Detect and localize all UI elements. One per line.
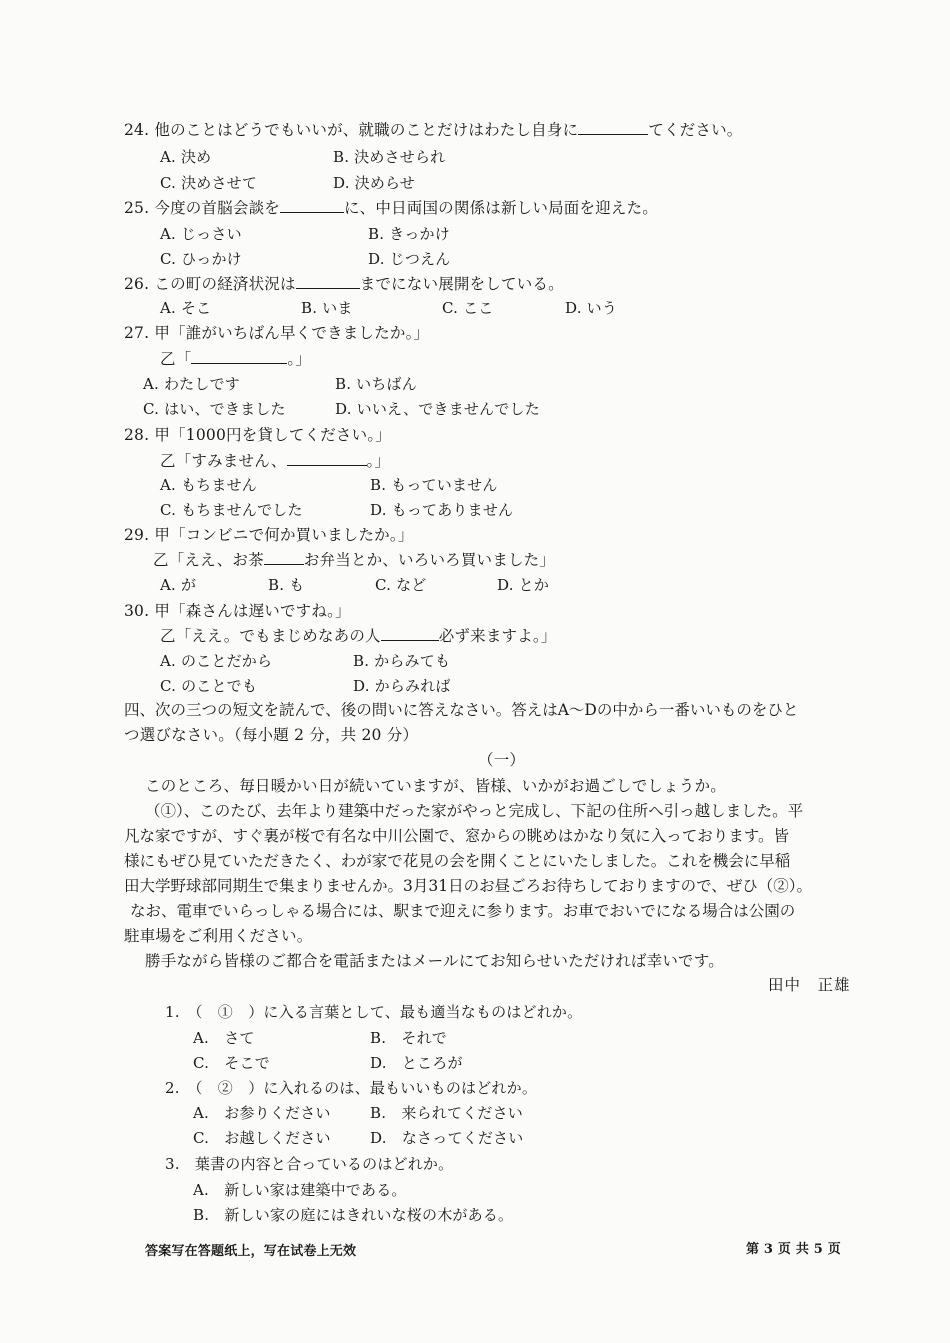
option-d: D. からみれば xyxy=(353,677,451,695)
option-a: A. 新しい家は建築中である。 xyxy=(193,1181,407,1199)
option-c: C. そこで xyxy=(193,1054,270,1072)
option-b: B. いちばん xyxy=(335,375,417,393)
option-a: A. さて xyxy=(193,1029,255,1047)
option-c: C. もちませんでした xyxy=(160,501,303,519)
reply-29: 乙「ええ、お茶 お弁当とか、いろいろ買いました」 xyxy=(153,551,556,569)
option-a: A. 決め xyxy=(160,148,212,166)
option-a: A. じっさい xyxy=(160,225,242,243)
option-b: B. それで xyxy=(370,1029,447,1047)
passage-paragraph: （①）、このたび、去年より建築中だった家がやっと完成し、下記の住所へ引っ越しました。平 xyxy=(145,802,804,820)
option-d: D. 決めらせ xyxy=(333,174,415,192)
option-a: A. わたしです xyxy=(143,375,240,393)
answer-blank xyxy=(191,349,287,364)
question-24: 24. 他のことはどうでもいいが、就職のことだけはわたし自身に てください。 xyxy=(124,121,743,139)
passage-paragraph: 田大学野球部同期生で集まりませんか。3月31日のお昼ごろお待ちしておりますので、ぜひ（②）。 xyxy=(124,877,813,895)
option-b: B. いま xyxy=(301,299,353,317)
option-c: C. ここ xyxy=(442,299,494,317)
reply-27: 乙「 。」 xyxy=(160,350,312,368)
section-4-instructions: 四、次の三つの短文を読んで、後の問いに答えなさい。答えはA～Dの中から一番いいものをひと xyxy=(124,701,799,719)
passage-paragraph: 駐車場をご利用ください。 xyxy=(124,927,313,945)
reply-28: 乙「すみません、 。」 xyxy=(160,452,391,470)
passage-paragraph: 凡な家ですが、すぐ裏が桜で有名な中川公園で、窓からの眺めはかなり気に入っております。皆 xyxy=(124,827,789,845)
signature: 田中 正雄 xyxy=(768,976,851,994)
passage-paragraph: 様にもぜひ見ていただきたく、わが家で花見の会を開くことにいたしました。これを機会に早稲 xyxy=(124,852,791,870)
question-28: 28. 甲「1000円を貸してください。」 xyxy=(124,426,391,444)
option-b: B. 新しい家の庭にはきれいな桜の木がある。 xyxy=(193,1206,514,1224)
answer-blank xyxy=(280,198,344,213)
answer-blank xyxy=(264,550,304,565)
option-c: C. 決めさせて xyxy=(160,174,258,192)
option-a: A. のことだから xyxy=(160,652,273,670)
sub-question-1: 1. （ ① ）に入る言葉として、最も適当なものはどれか。 xyxy=(165,1003,583,1021)
option-b: B. きっかけ xyxy=(368,225,450,243)
sub-question-3: 3. 葉書の内容と合っているのはどれか。 xyxy=(165,1155,454,1173)
option-d: D. いいえ、できませんでした xyxy=(335,400,540,418)
option-d: D. いう xyxy=(565,299,618,317)
option-c: C. など xyxy=(375,576,427,594)
option-b: B. もっていません xyxy=(370,476,498,494)
option-c: C. のことでも xyxy=(160,677,258,695)
option-d: D. なさってください xyxy=(370,1129,524,1147)
option-c: C. ひっかけ xyxy=(160,250,242,268)
question-27: 27. 甲「誰がいちばん早くできましたか。」 xyxy=(124,324,430,342)
question-29: 29. 甲「コンビニで何か買いましたか。」 xyxy=(124,526,414,544)
passage-paragraph: なお、電車でいらっしゃる場合には、駅まで迎えに参ります。お車でおいでになる場合は公園の xyxy=(130,902,796,920)
footer-note: 答案写在答题纸上，写在试卷上无效 xyxy=(145,1244,357,1259)
question-25: 25. 今度の首脳会談を に、中日両国の関係は新しい局面を迎えた。 xyxy=(124,199,658,217)
part-heading: （一） xyxy=(478,751,526,769)
option-a: A. お参りください xyxy=(193,1104,331,1122)
passage-paragraph: 勝手ながら皆様のご都合を電話またはメールにてお知らせいただければ幸いです。 xyxy=(145,952,724,970)
option-c: C. お越しください xyxy=(193,1129,331,1147)
option-d: D. じつえん xyxy=(368,250,451,268)
option-b: B. 決めさせられ xyxy=(333,148,446,166)
option-b: B. 来られてください xyxy=(370,1104,523,1122)
option-a: A. もちません xyxy=(160,476,257,494)
option-a: A. が xyxy=(160,576,197,594)
answer-blank xyxy=(381,626,439,641)
option-b: B. からみても xyxy=(353,652,451,670)
option-c: C. はい、できました xyxy=(143,400,286,418)
option-d: D. ところが xyxy=(370,1054,463,1072)
answer-blank xyxy=(578,120,648,135)
answer-blank xyxy=(296,274,360,289)
section-4-instructions-cont: つ選びなさい。（每小題 2 分，共 20 分） xyxy=(124,726,419,744)
question-30: 30. 甲「森さんは遅いですね。」 xyxy=(124,602,351,620)
reply-30: 乙「ええ。でもまじめなあの人 必ず来ますよ。」 xyxy=(160,627,557,645)
question-26: 26. この町の経済状況は までにない展開をしている。 xyxy=(124,275,564,293)
option-d: D. もってありません xyxy=(370,501,514,519)
option-b: B. も xyxy=(268,576,305,594)
sub-question-2: 2. （ ② ）に入れるのは、最もいいものはどれか。 xyxy=(165,1079,538,1097)
option-d: D. とか xyxy=(497,576,550,594)
option-a: A. そこ xyxy=(160,299,212,317)
passage-paragraph: このところ、毎日暖かい日が続いていますが、皆様、いかがお過ごしでしょうか。 xyxy=(145,777,726,795)
page-number: 第 3 页 共 5 页 xyxy=(746,1242,841,1257)
answer-blank xyxy=(287,451,367,466)
